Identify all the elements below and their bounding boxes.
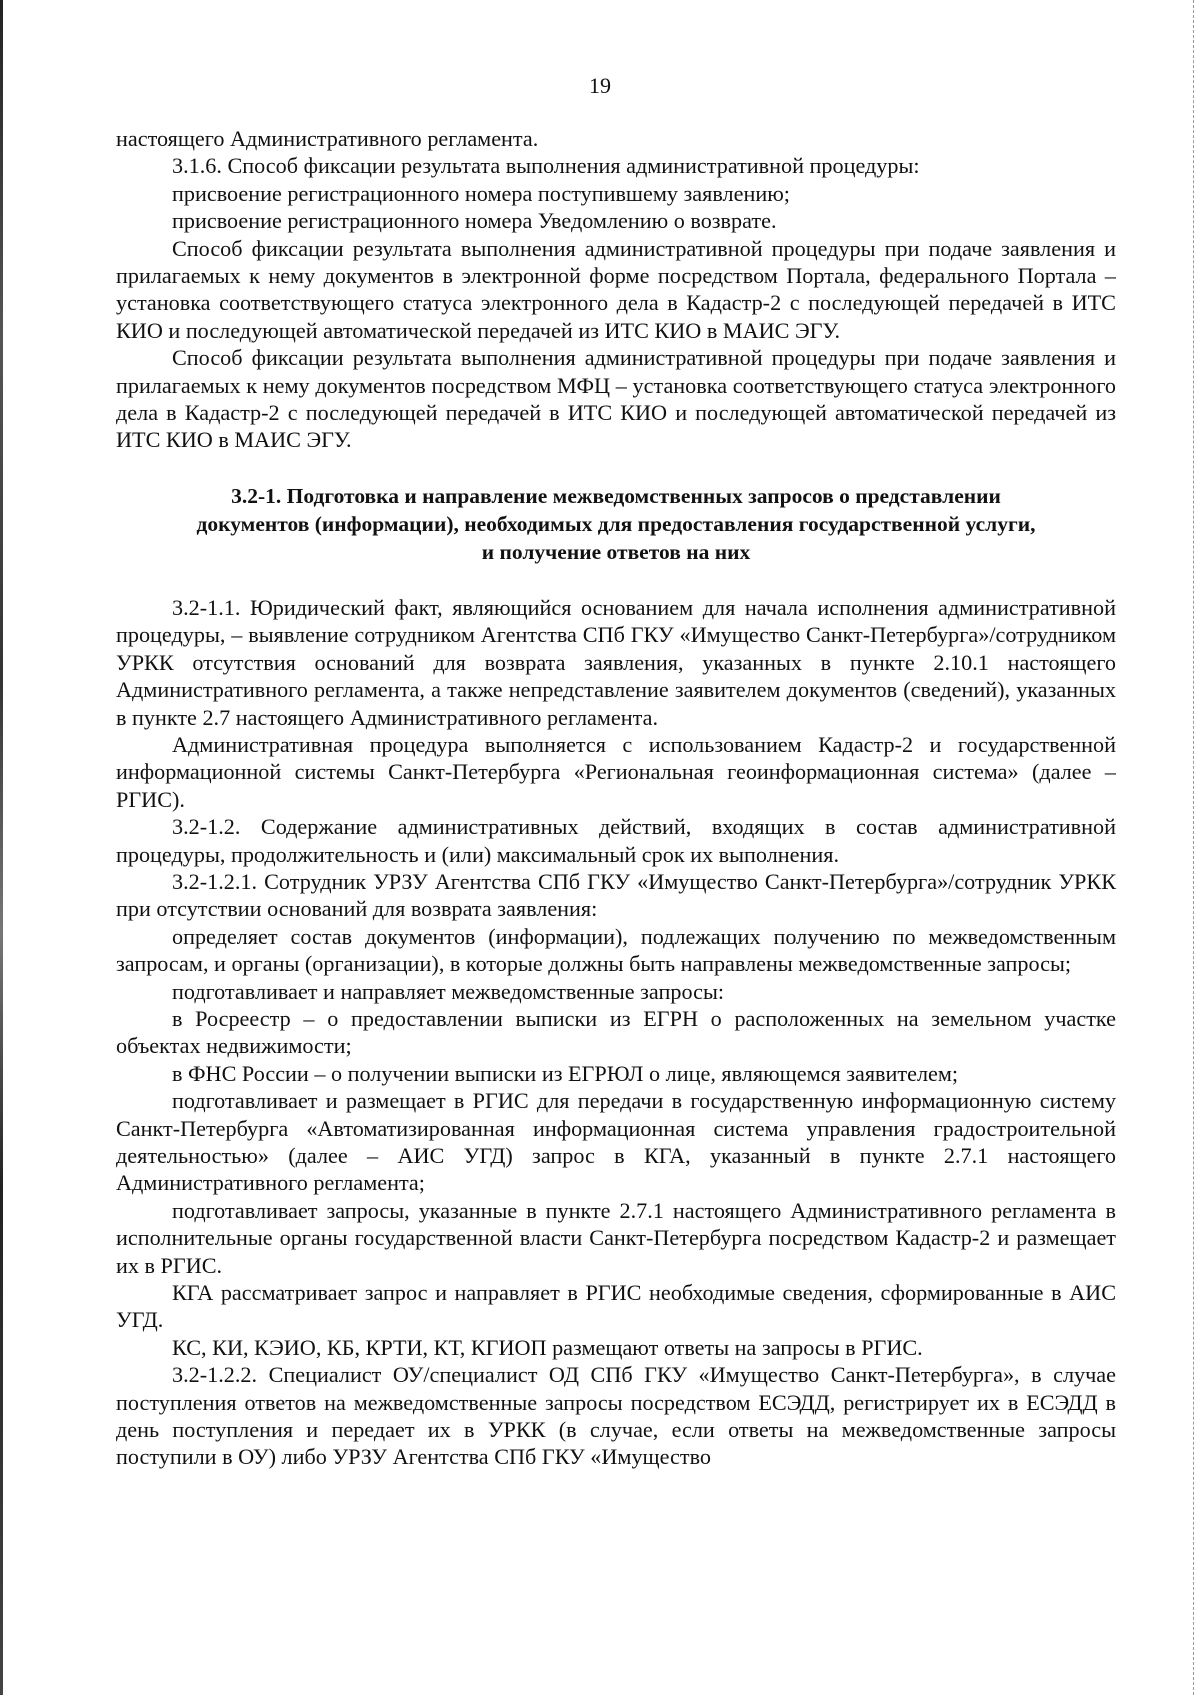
section-heading-line-2: документов (информации), необходимых для предоставления государственной услуги, <box>196 511 1036 536</box>
paragraphs-after-heading <box>116 594 1116 1471</box>
scan-right-edge <box>1192 0 1194 1695</box>
section-heading-line-3: и получение ответов на них <box>481 539 751 564</box>
paragraph: присвоение регистрационного номера Уведомлению о возврате. <box>172 208 777 234</box>
section-heading-line-1: 3.2-1. Подготовка и направление межведомственных запросов о представлении <box>231 483 1001 508</box>
paragraph: 3.2-1.1. Юридический факт, являющийся основанием для начала исполнения административной процедуры, – выявление сотрудником Агентства СПб ГКУ «Имущество Санкт-Петербурга»/сотрудником УРКК отсутствия оснований для возврата заявления, указанных в пункте 2.10.1 настоящего Административного регламента, а также непредставление заявителем документов (сведений), указанных в пункте 2.7 настоящего Административного регламента. <box>116 594 1116 730</box>
paragraphs-before-heading <box>116 125 1116 454</box>
paragraph: Административная процедура выполняется с использованием Кадастр-2 и государственной информационной системы Санкт-Петербурга «Региональная геоинформационная система» (далее – РГИС). <box>116 731 1116 812</box>
paragraph: подготавливает запросы, указанные в пункте 2.7.1 настоящего Административного регламента в исполнительные органы государственной власти Санкт-Петербурга посредством Кадастр-2 и размещает их в РГИС. <box>116 1197 1116 1278</box>
paragraph: подготавливает и размещает в РГИС для передачи в государственную информационную систему Санкт-Петербурга «Автоматизированная информационная система управления градостроительной деятельностью» (далее – АИС УГД) запрос в КГА, указанный в пункте 2.7.1 настоящего Административного регламента; <box>116 1088 1116 1196</box>
paragraph: 3.2-1.2.1. Сотрудник УРЗУ Агентства СПб ГКУ «Имущество Санкт-Петербурга»/сотрудник УРКК при отсутствии оснований для возврата заявления: <box>116 868 1116 922</box>
paragraph: 3.2-1.2. Содержание административных действий, входящих в состав административной процедуры, продолжительность и (или) максимальный срок их выполнения. <box>116 814 1116 867</box>
section-heading <box>116 482 1116 566</box>
paragraph: 3.1.6. Способ фиксации результата выполнения административной процедуры: <box>172 153 920 179</box>
document-body <box>116 125 1116 1471</box>
paragraph: определяет состав документов (информации), подлежащих получению по межведомственным запросам, и органы (организации), в которые должны быть направлены межведомственные запросы; <box>116 923 1116 977</box>
paragraph: Способ фиксации результата выполнения административной процедуры при подаче заявления и прилагаемых к нему документов посредством МФЦ – установка соответствующего статуса электронного дела в Кадастр-2 с последующей передачей в ИТС КИО и последующей автоматической передачей из ИТС КИО в МАИС ЭГУ. <box>116 345 1116 453</box>
paragraph: КГА рассматривает запрос и направляет в РГИС необходимые сведения, сформированные в АИС УГД. <box>116 1280 1116 1333</box>
paragraph: 3.2-1.2.2. Специалист ОУ/специалист ОД СПб ГКУ «Имущество Санкт-Петербурга», в случае поступления ответов на межведомственные запросы посредством ЕСЭДД, регистрирует их в ЕСЭДД в день поступления и передает их в УРКК (в случае, если ответы на межведомственные запросы поступили в ОУ) либо УРЗУ Агентства СПб ГКУ «Имущество <box>116 1362 1116 1470</box>
paragraph: КС, КИ, КЭИО, КБ, КРТИ, КТ, КГИОП размещают ответы на запросы в РГИС. <box>172 1334 923 1360</box>
paragraph: присвоение регистрационного номера поступившему заявлению; <box>172 180 790 206</box>
paragraph: в ФНС России – о получении выписки из ЕГРЮЛ о лице, являющемся заявителем; <box>172 1060 959 1086</box>
paragraph: настоящего Административного регламента. <box>116 126 539 151</box>
paragraph: подготавливает и направляет межведомственные запросы: <box>172 978 725 1004</box>
scan-left-edge <box>0 0 3 1695</box>
paragraph: Способ фиксации результата выполнения административной процедуры при подаче заявления и прилагаемых к нему документов в электронной форме посредством Портала, федерального Портала – установка соответствующего статуса электронного дела в Кадастр-2 с последующей передачей в ИТС КИО и последующей автоматической передачей из ИТС КИО в МАИС ЭГУ. <box>116 235 1116 343</box>
paragraph: в Росреестр – о предоставлении выписки из ЕГРН о расположенных на земельном участке объектах недвижимости; <box>116 1005 1116 1059</box>
page-number: 19 <box>589 73 611 98</box>
